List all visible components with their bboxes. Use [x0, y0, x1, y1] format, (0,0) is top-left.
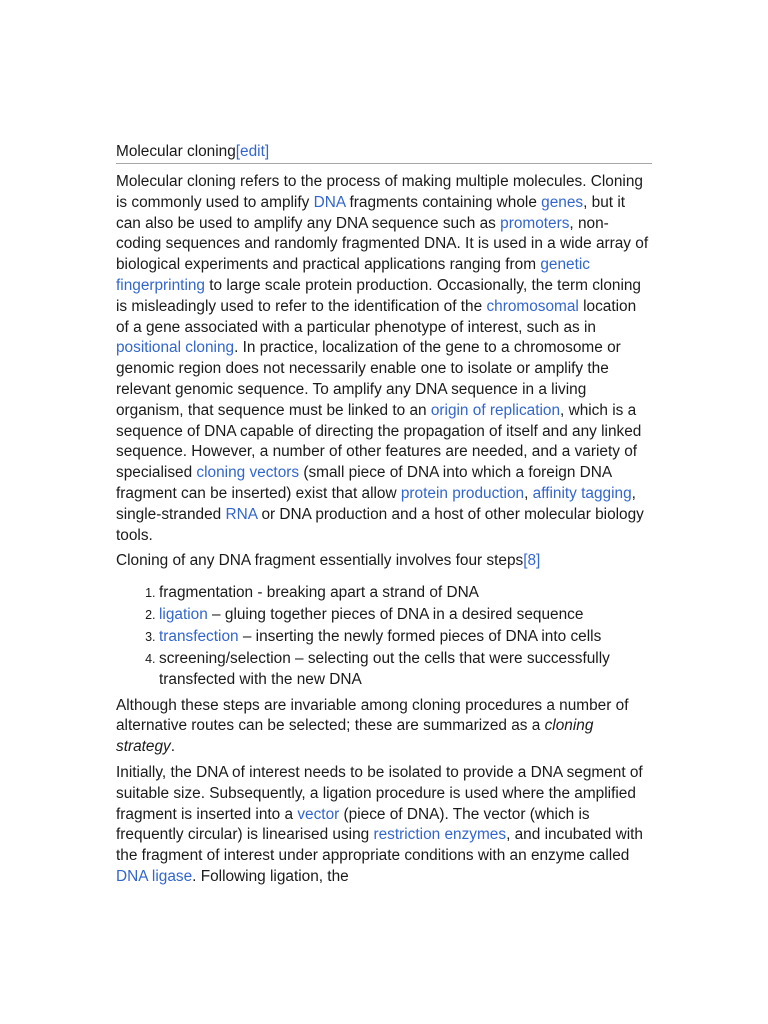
step-text: fragmentation - breaking apart a strand of DNA [159, 584, 479, 602]
para-text: Cloning of any DNA fragment essentially involves four steps [116, 552, 524, 570]
para-text: (small piece of DNA into which a foreign DNA fragment can be inserted) exist that allow [116, 464, 612, 502]
para-text: location of a gene associated with a particular phenotype of interest, such as in [116, 297, 637, 336]
reference-link[interactable]: [8] [523, 552, 541, 570]
link-chromosomal[interactable]: chromosomal [486, 297, 579, 315]
section-heading [116, 142, 652, 164]
link-transfection[interactable]: transfection [159, 628, 239, 646]
para-text: . Following ligation, the [192, 868, 349, 886]
para-text: , non-coding sequences and randomly fragmented DNA. It is used in a wide array of biological experiments and practical applications ranging from [116, 214, 649, 274]
para-text: to large scale protein production. Occasionally, the term cloning is misleadingly used to refer to the identification of the [116, 276, 641, 315]
article-section [116, 142, 652, 893]
link-genetic-fingerprinting[interactable]: genetic fingerprinting [116, 256, 590, 294]
link-cloning-vectors[interactable]: cloning vectors [196, 464, 300, 482]
para-text: Although these steps are invariable among cloning procedures a number of alternative routes can be selected; these are summarized as a [116, 696, 629, 735]
para-text: , but it can also be used to amplify any DNA sequence such as [116, 193, 626, 232]
link-ligation[interactable]: ligation [159, 606, 208, 624]
intro-paragraph [116, 172, 652, 546]
link-genes[interactable]: genes [541, 193, 584, 211]
link-dna[interactable]: DNA [313, 193, 346, 211]
para-text: Initially, the DNA of interest needs to be isolated to provide a DNA segment of suitable size. Subsequently, a ligation procedure is used where the amplified fragment is inserted into a [116, 764, 643, 823]
step-text: screening/selection – selecting out the cells that were successfully transfected with the new DNA [159, 650, 610, 688]
heading-title: Molecular cloning [116, 143, 236, 160]
para-text: fragments containing whole [345, 193, 542, 211]
para-text: , and incubated with the fragment of interest under appropriate conditions with an enzyme called [116, 826, 643, 865]
steps-list [116, 583, 652, 691]
list-item [159, 605, 652, 626]
para-text: , [524, 484, 533, 502]
link-vector[interactable]: vector [297, 805, 340, 823]
strategy-paragraph [116, 696, 652, 758]
para-text: . [170, 738, 176, 756]
procedure-paragraph [116, 763, 652, 888]
para-text: , single-stranded [116, 484, 636, 523]
link-affinity-tagging[interactable]: affinity tagging [532, 484, 632, 502]
para-text: . In practice, localization of the gene to a chromosome or genomic region does not necessarily enable one to isolate or amplify the relevant genomic sequence. To amplify any DNA sequence in a living organism, that sequence must be linked to an [116, 339, 621, 419]
step-text: – inserting the newly formed pieces of DNA into cells [238, 628, 602, 646]
link-dna-ligase[interactable]: DNA ligase [116, 868, 193, 886]
para-text: , which is a sequence of DNA capable of directing the propagation of itself and any linked sequence. However, a number of other features are needed, and a variety of specialised [116, 401, 642, 482]
steps-intro-paragraph [116, 551, 652, 572]
para-text: or DNA production and a host of other molecular biology tools. [116, 505, 644, 544]
para-text: Molecular cloning refers to the process of making multiple molecules. Cloning is commonly used to amplify [116, 173, 643, 211]
list-item [159, 583, 652, 604]
list-item [159, 649, 652, 691]
link-restriction-enzymes[interactable]: restriction enzymes [373, 826, 507, 844]
para-text: (piece of DNA). The vector (which is frequently circular) is linearised using [116, 805, 590, 844]
emphasis-cloning-strategy: cloning strategy [116, 717, 594, 756]
edit-section-link[interactable]: [edit] [235, 143, 270, 160]
link-promoters[interactable]: promoters [500, 214, 570, 232]
link-rna[interactable]: RNA [225, 505, 258, 523]
link-origin-of-replication[interactable]: origin of replication [430, 401, 561, 419]
step-text: – gluing together pieces of DNA in a desired sequence [207, 606, 584, 624]
list-item [159, 627, 652, 648]
link-protein-production[interactable]: protein production [400, 484, 525, 502]
link-positional-cloning[interactable]: positional cloning [116, 339, 235, 357]
